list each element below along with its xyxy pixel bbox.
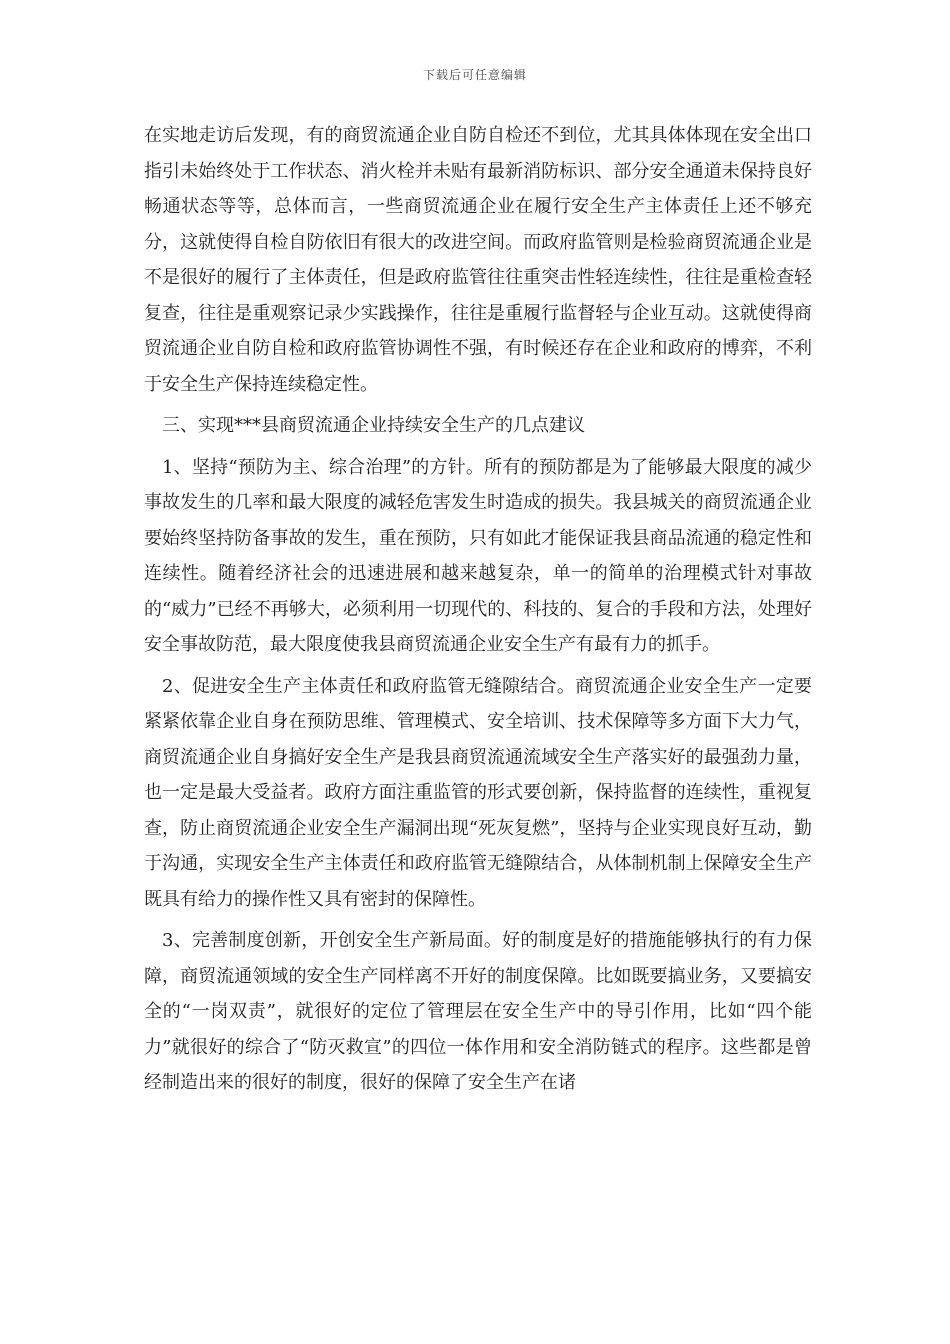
- body-paragraph: 在实地走访后发现，有的商贸流通企业自防自检还不到位，尤其具体体现在安全出口指引未始终处于工作状态、消火栓并未贴有最新消防标识、部分安全通道未保持良好畅通状态等等，总体而言，一些商贸流通企业在履行安全生产主体责任上还不够充分，这就使得自检自防依旧有很大的改进空间。而政府监管则是检验商贸流通企业是不是很好的履行了主体责任，但是政府监管往往重突击性轻连续性，往往是重检查轻复查，往往是重观察记录少实践操作，往往是重履行监督轻与企业互动。这就使得商贸流通企业自防自检和政府监管协调性不强，有时候还存在企业和政府的博弈，不利于安全生产保持连续稳定性。: [144, 125, 812, 395]
- recommendation-item-1: 1、坚持“预防为主、综合治理”的方针。所有的预防都是为了能够最大限度的减少事故发生的几率和最大限度的减轻危害发生时造成的损失。我县城关的商贸流通企业要始终坚持防备事故的发生，重在预防，只有如此才能保证我县商品流通的稳定性和连续性。随着经济社会的迅速进展和越来越复杂，单一的简单的治理模式针对事故的“威力”已经不再够大，必须利用一切现代的、科技的、复合的手段和方法，处理好安全事故防范，最大限度使我县商贸流通企业安全生产有最有力的抓手。: [144, 456, 812, 655]
- recommendation-item-3: 3、完善制度创新，开创安全生产新局面。好的制度是好的措施能够执行的有力保障，商贸流通领域的安全生产同样离不开好的制度保障。比如既要搞业务，又要搞安全的“一岗双责”，就很好的定位了管理层在安全生产中的导引作用，比如“四个能力”就很好的综合了“防灭救宣”的四位一体作用和安全消防链式的程序。这些都是曾经制造出来的很好的制度，很好的保障了安全生产在诸: [144, 930, 812, 1093]
- page-header: 下载后可任意编辑: [422, 68, 527, 82]
- recommendation-item-2: 2、促进安全生产主体责任和政府监管无缝隙结合。商贸流通企业安全生产一定要紧紧依靠企业自身在预防思维、管理模式、安全培训、技术保障等多方面下大力气，商贸流通企业自身搞好安全生产是我县商贸流通流域安全生产落实好的最强劲力量，也一定是最大受益者。政府方面注重监管的形式要创新，保持监督的连续性，重视复查，防止商贸流通企业安全生产漏洞出现“死灰复燃”，坚持与企业实现良好互动，勤于沟通，实现安全生产主体责任和政府监管无缝隙结合，从体制机制上保障安全生产既具有给力的操作性又具有密封的保障性。: [144, 675, 812, 910]
- section-heading: 三、实现***县商贸流通企业持续安全生产的几点建议: [162, 415, 585, 436]
- document-body: [144, 118, 812, 1107]
